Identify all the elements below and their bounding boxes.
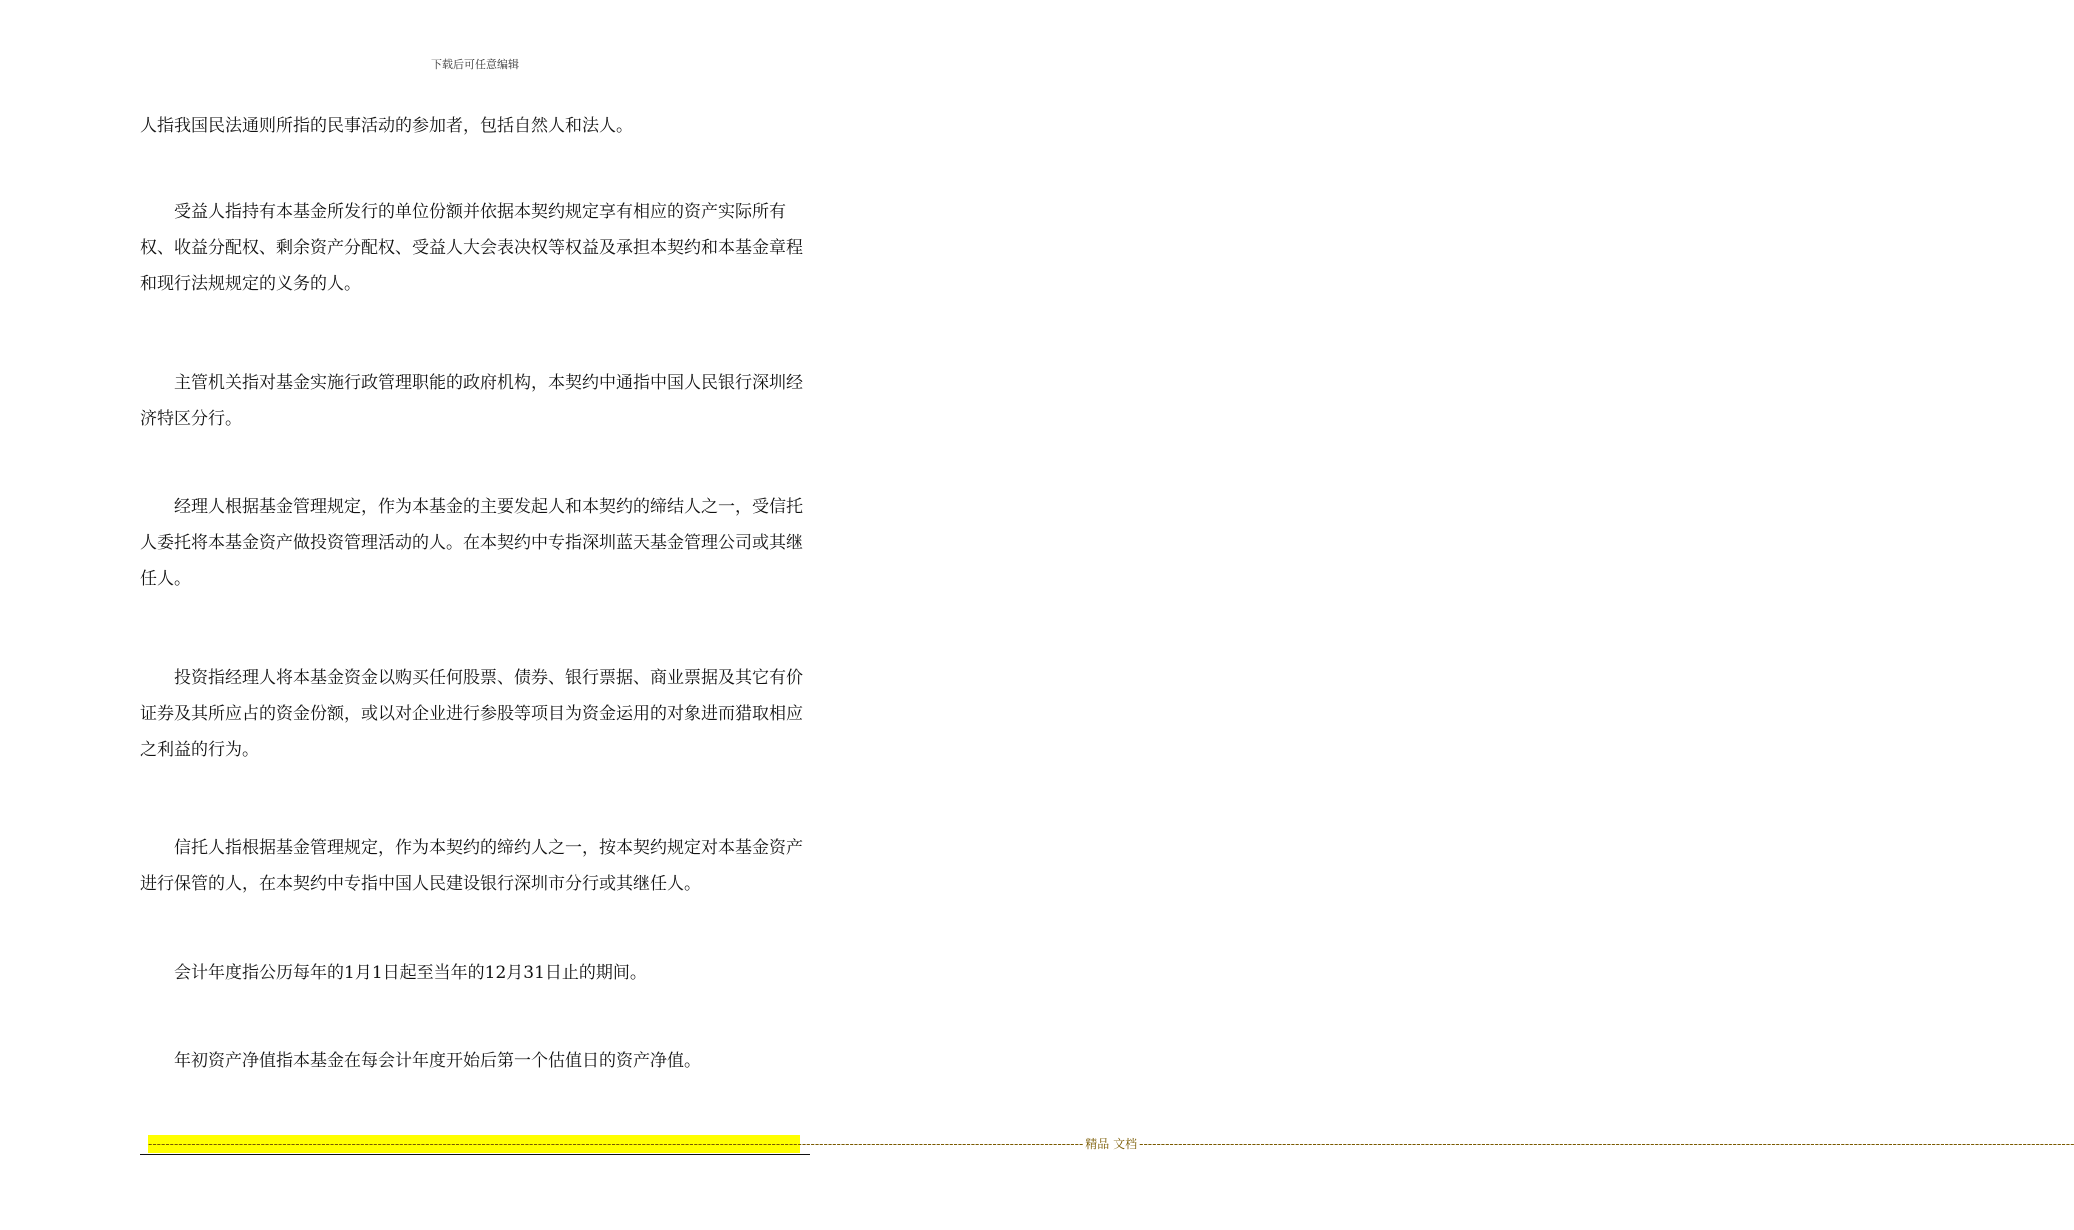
footer-label: 精品 文档: [1085, 1137, 1138, 1151]
footer-dashes-right: ------------------------------------------------------------------------------------------------------------------------------------------------------------------------------------------------------------------------: [1139, 1137, 2074, 1151]
paragraph-manager-definition: 经理人根据基金管理规定，作为本基金的主要发起人和本契约的缔结人之一，受信托人委托将本基金资产做投资管理活动的人。在本契约中专指深圳蓝天基金管理公司或其继任人。: [140, 497, 803, 589]
paragraph-fiscal-year-definition: 会计年度指公历每年的1月1日起至当年的12月31日止的期间。: [174, 963, 647, 983]
paragraph-beneficiary-definition: 受益人指持有本基金所发行的单位份额并依据本契约规定享有相应的资产实际所有权、收益分配权、剩余资产分配权、受益人大会表决权等权益及承担本契约和本基金章程和现行法规规定的义务的人。: [140, 202, 803, 294]
paragraph-opening-nav-definition: 年初资产净值指本基金在每会计年度开始后第一个估值日的资产净值。: [174, 1051, 701, 1071]
footer-dashes-left: ------------------------------------------------------------------------------------------------------------------------------------------------------------------------------------------------------------------------: [148, 1137, 1084, 1151]
footer-rule: [140, 1154, 810, 1155]
paragraph-investment-definition: 投资指经理人将本基金资金以购买任何股票、债券、银行票据、商业票据及其它有价证券及其所应占的资金份额，或以对企业进行参股等项目为资金运用的对象进而猎取相应之利益的行为。: [140, 668, 803, 760]
paragraph-person-definition: 人指我国民法通则所指的民事活动的参加者，包括自然人和法人。: [140, 116, 633, 136]
footer-banner: [148, 1135, 2074, 1153]
page-header: 下载后可任意编辑: [431, 58, 519, 71]
paragraph-authority-definition: 主管机关指对基金实施行政管理职能的政府机构，本契约中通指中国人民银行深圳经济特区分行。: [140, 373, 803, 429]
paragraph-trustee-definition: 信托人指根据基金管理规定，作为本契约的缔约人之一，按本契约规定对本基金资产进行保管的人，在本契约中专指中国人民建设银行深圳市分行或其继任人。: [140, 838, 803, 894]
